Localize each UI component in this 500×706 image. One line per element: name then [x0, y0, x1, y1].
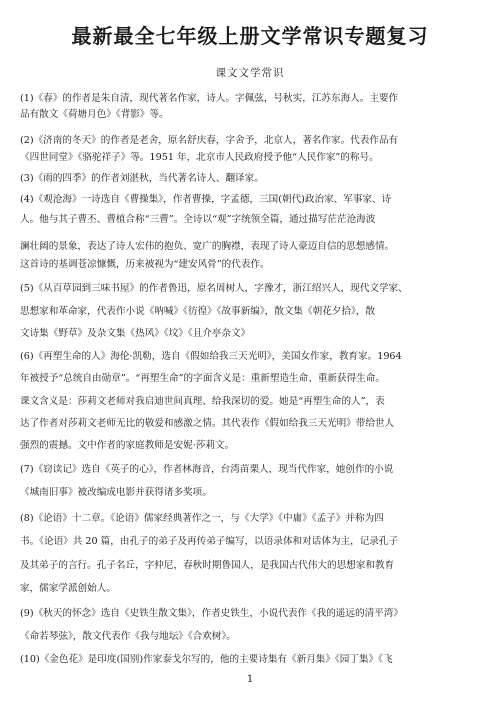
text-line: 人。他与其子曹丕、曹植合称“三曹”。全诗以“观”字统领全篇，通过描写茫茫沧海波 — [20, 214, 376, 225]
text-line: (2)《济南的冬天》的作者是老舍，原名舒庆春，字舍予，北京人，著名作家。代表作品有 — [20, 135, 399, 146]
text-line: 《命若琴弦》，散文代表作《我与地坛》《合欢树》。 — [20, 631, 236, 642]
text-line: (10)《金色花》是印度(国别)作家泰戈尔写的，他的主要诗集有《新月集》《园丁集》《飞 — [20, 654, 393, 665]
text-line: 年被授予“总统自由勋章”。“再塑生命”的字面含义是：重新塑造生命、重新获得生命。 — [20, 373, 385, 384]
text-line: 书。《论语》共 20 篇，由孔子的弟子及再传弟子编写，以语录体和对话体为主，记录孔子 — [20, 536, 399, 547]
text-line: 家，儒家学派创始人。 — [20, 583, 116, 594]
text-line: 品有散文《荷塘月色》《背影》等。 — [20, 109, 169, 120]
text-line: (3)《雨的四季》的作者刘湛秋，当代著名诗人、翻译家。 — [20, 173, 264, 184]
text-line: 澜壮阔的景象，表达了诗人宏伟的抱负、宽广的胸襟，表现了诗人豪迈自信的思想感情。 — [20, 241, 395, 252]
page-number: 1 — [246, 674, 254, 685]
text-line: (6)《再塑生命的人》海伦·凯勒，选自《假如给我三天光明》，美国女作家，教育家。1964 — [20, 351, 402, 362]
text-line: (8)《论语》十二章。《论语》儒家经典著作之一，与《大学》《中庸》《孟子》并称为四 — [20, 513, 384, 524]
text-line: 《四世同堂》《骆驼祥子》等。1951 年，北京市人民政府授予他“人民作家”的称号。 — [20, 152, 379, 163]
text-line: (7)《窃读记》选自《英子的心》，作者林海音，台湾苗栗人，现当代作家，她创作的小说 — [20, 464, 394, 475]
text-line: 这首诗的基调苍凉慷慨，历来被视为“建安风骨”的代表作。 — [20, 259, 270, 270]
section-subtitle: 课文文学常识 — [215, 67, 285, 79]
text-line: 强烈的震撼。文中作者的家庭教师是安妮·莎莉文。 — [20, 440, 235, 451]
text-line: (1)《春》的作者是朱自清，现代著名作家，诗人。字佩弦，号秋实，江苏东海人。主要作 — [20, 93, 399, 104]
text-line: 思想家和革命家，代表作小说《呐喊》《彷徨》《故事新编》，散文集《朝花夕拾》，散 — [20, 306, 375, 317]
text-line: 《城南旧事》被改编成电影并获得诸多奖项。 — [20, 487, 212, 498]
text-line: (5)《从百草园到三味书屋》的作者鲁迅，原名周树人，字豫才，浙江绍兴人，现代文学家、 — [20, 283, 408, 294]
text-line: (4)《观沧海》一诗选自《曹操集》，作者曹操，字孟德，三国(朝代)政治家、军事家、诗 — [20, 194, 392, 205]
text-line: (9)《秋天的怀念》选自《史铁生散文集》，作者史铁生，小说代表作《我的遥远的清平湾》 — [20, 608, 403, 619]
text-line: 文诗集《野草》及杂文集《热风》《坟》《且介亭杂文》 — [20, 328, 251, 339]
text-line: 达了作者对莎莉文老师无比的敬爱和感激之情。其代表作《假如给我三天光明》带给世人 — [20, 418, 395, 429]
text-line: 及其弟子的言行。孔子名丘，字仲尼，春秋时期鲁国人，是我国古代伟大的思想家和教育 — [20, 560, 395, 571]
text-line: 课文含义是：莎莉文老师对我启迪世间真理、给我深切的爱。她是“再塑生命的人”，表 — [20, 396, 385, 407]
document-title: 最新最全七年级上册文学常识专题复习 — [71, 24, 429, 48]
